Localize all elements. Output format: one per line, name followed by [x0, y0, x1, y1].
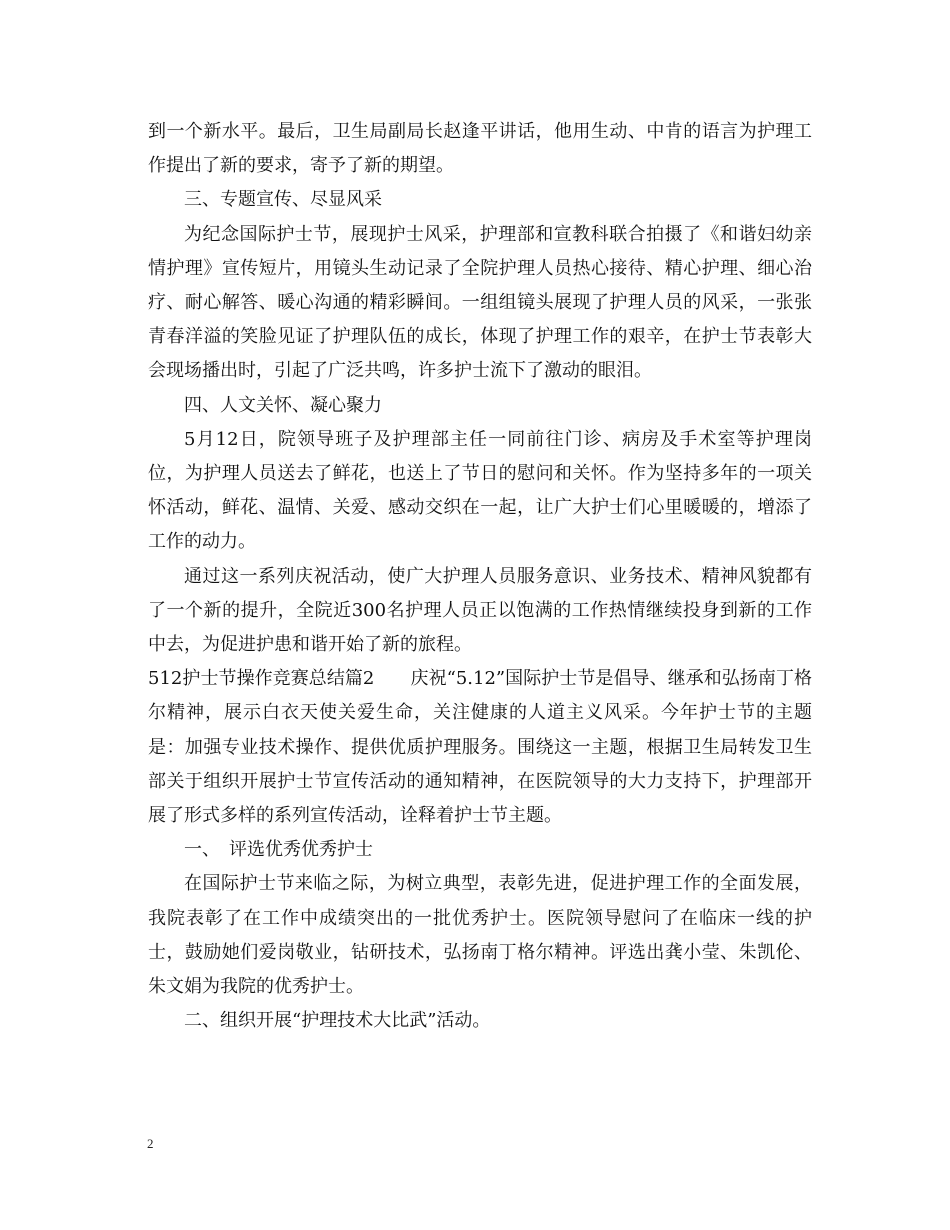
section-heading-1: 一、 评选优秀优秀护士	[184, 839, 373, 861]
paragraph-summary: 通过这一系列庆祝活动，使广大护理人员服务意识、业务技术、精神风貌都有了一个新的提升，全院近300名护理人员正以饱满的工作热情继续投身到新的工作中去，为促进护患和谐开始了新的旅程。	[148, 565, 812, 656]
paragraph-excellent-nurses: 在国际护士节来临之际，为树立典型，表彰先进，促进护理工作的全面发展，我院表彰了在工作中成绩突出的一批优秀护士。医院领导慰问了在临床一线的护士，鼓励她们爱岗敬业，钻研技术，弘扬南丁格尔精神。评选出龚小莹、朱凯伦、朱文娟为我院的优秀护士。	[148, 873, 812, 998]
paragraph-article-2-intro: 512护士节操作竞赛总结篇2 庆祝“5.12”国际护士节是倡导、继承和弘扬南丁格尔精神，展示白衣天使关爱生命，关注健康的人道主义风采。今年护士节的主题是：加强专业技术操作、提供优质护理服务。围绕这一主题，根据卫生局转发卫生部关于组织开展护士节宣传活动的通知精神，在医院领导的大力支持下，护理部开展了形式多样的系列宣传活动，诠释着护士节主题。	[148, 668, 812, 827]
section-heading-3: 三、专题宣传、尽显风采	[184, 189, 382, 211]
section-heading-4: 四、人文关怀、凝心聚力	[184, 394, 382, 416]
paragraph-continuation: 到一个新水平。最后，卫生局副局长赵逢平讲话，他用生动、中肯的语言为护理工作提出了新的要求，寄予了新的期望。	[148, 121, 812, 177]
paragraph-promo-video: 为纪念国际护士节，展现护士风采，护理部和宣教科联合拍摄了《和谐妇幼亲情护理》宣传短片，用镜头生动记录了全院护理人员热心接待、精心护理、细心治疗、耐心解答、暖心沟通的精彩瞬间。一组组镜头展现了护理人员的风采，一张张青春洋溢的笑脸见证了护理队伍的成长，体现了护理工作的艰辛，在护士节表彰大会现场播出时，引起了广泛共鸣，许多护士流下了激动的眼泪。	[148, 223, 812, 382]
section-heading-2: 二、组织开展“护理技术大比武”活动。	[184, 1010, 491, 1032]
paragraph-visit-care: 5月12日，院领导班子及护理部主任一同前往门诊、病房及手术室等护理岗位，为护理人员送去了鲜花，也送上了节日的慰问和关怀。作为坚持多年的一项关怀活动，鲜花、温情、关爱、感动交织在一起，让广大护士们心里暖暖的，增添了工作的动力。	[148, 428, 812, 553]
document-body	[148, 115, 812, 1038]
page-number: 2	[147, 1136, 154, 1151]
